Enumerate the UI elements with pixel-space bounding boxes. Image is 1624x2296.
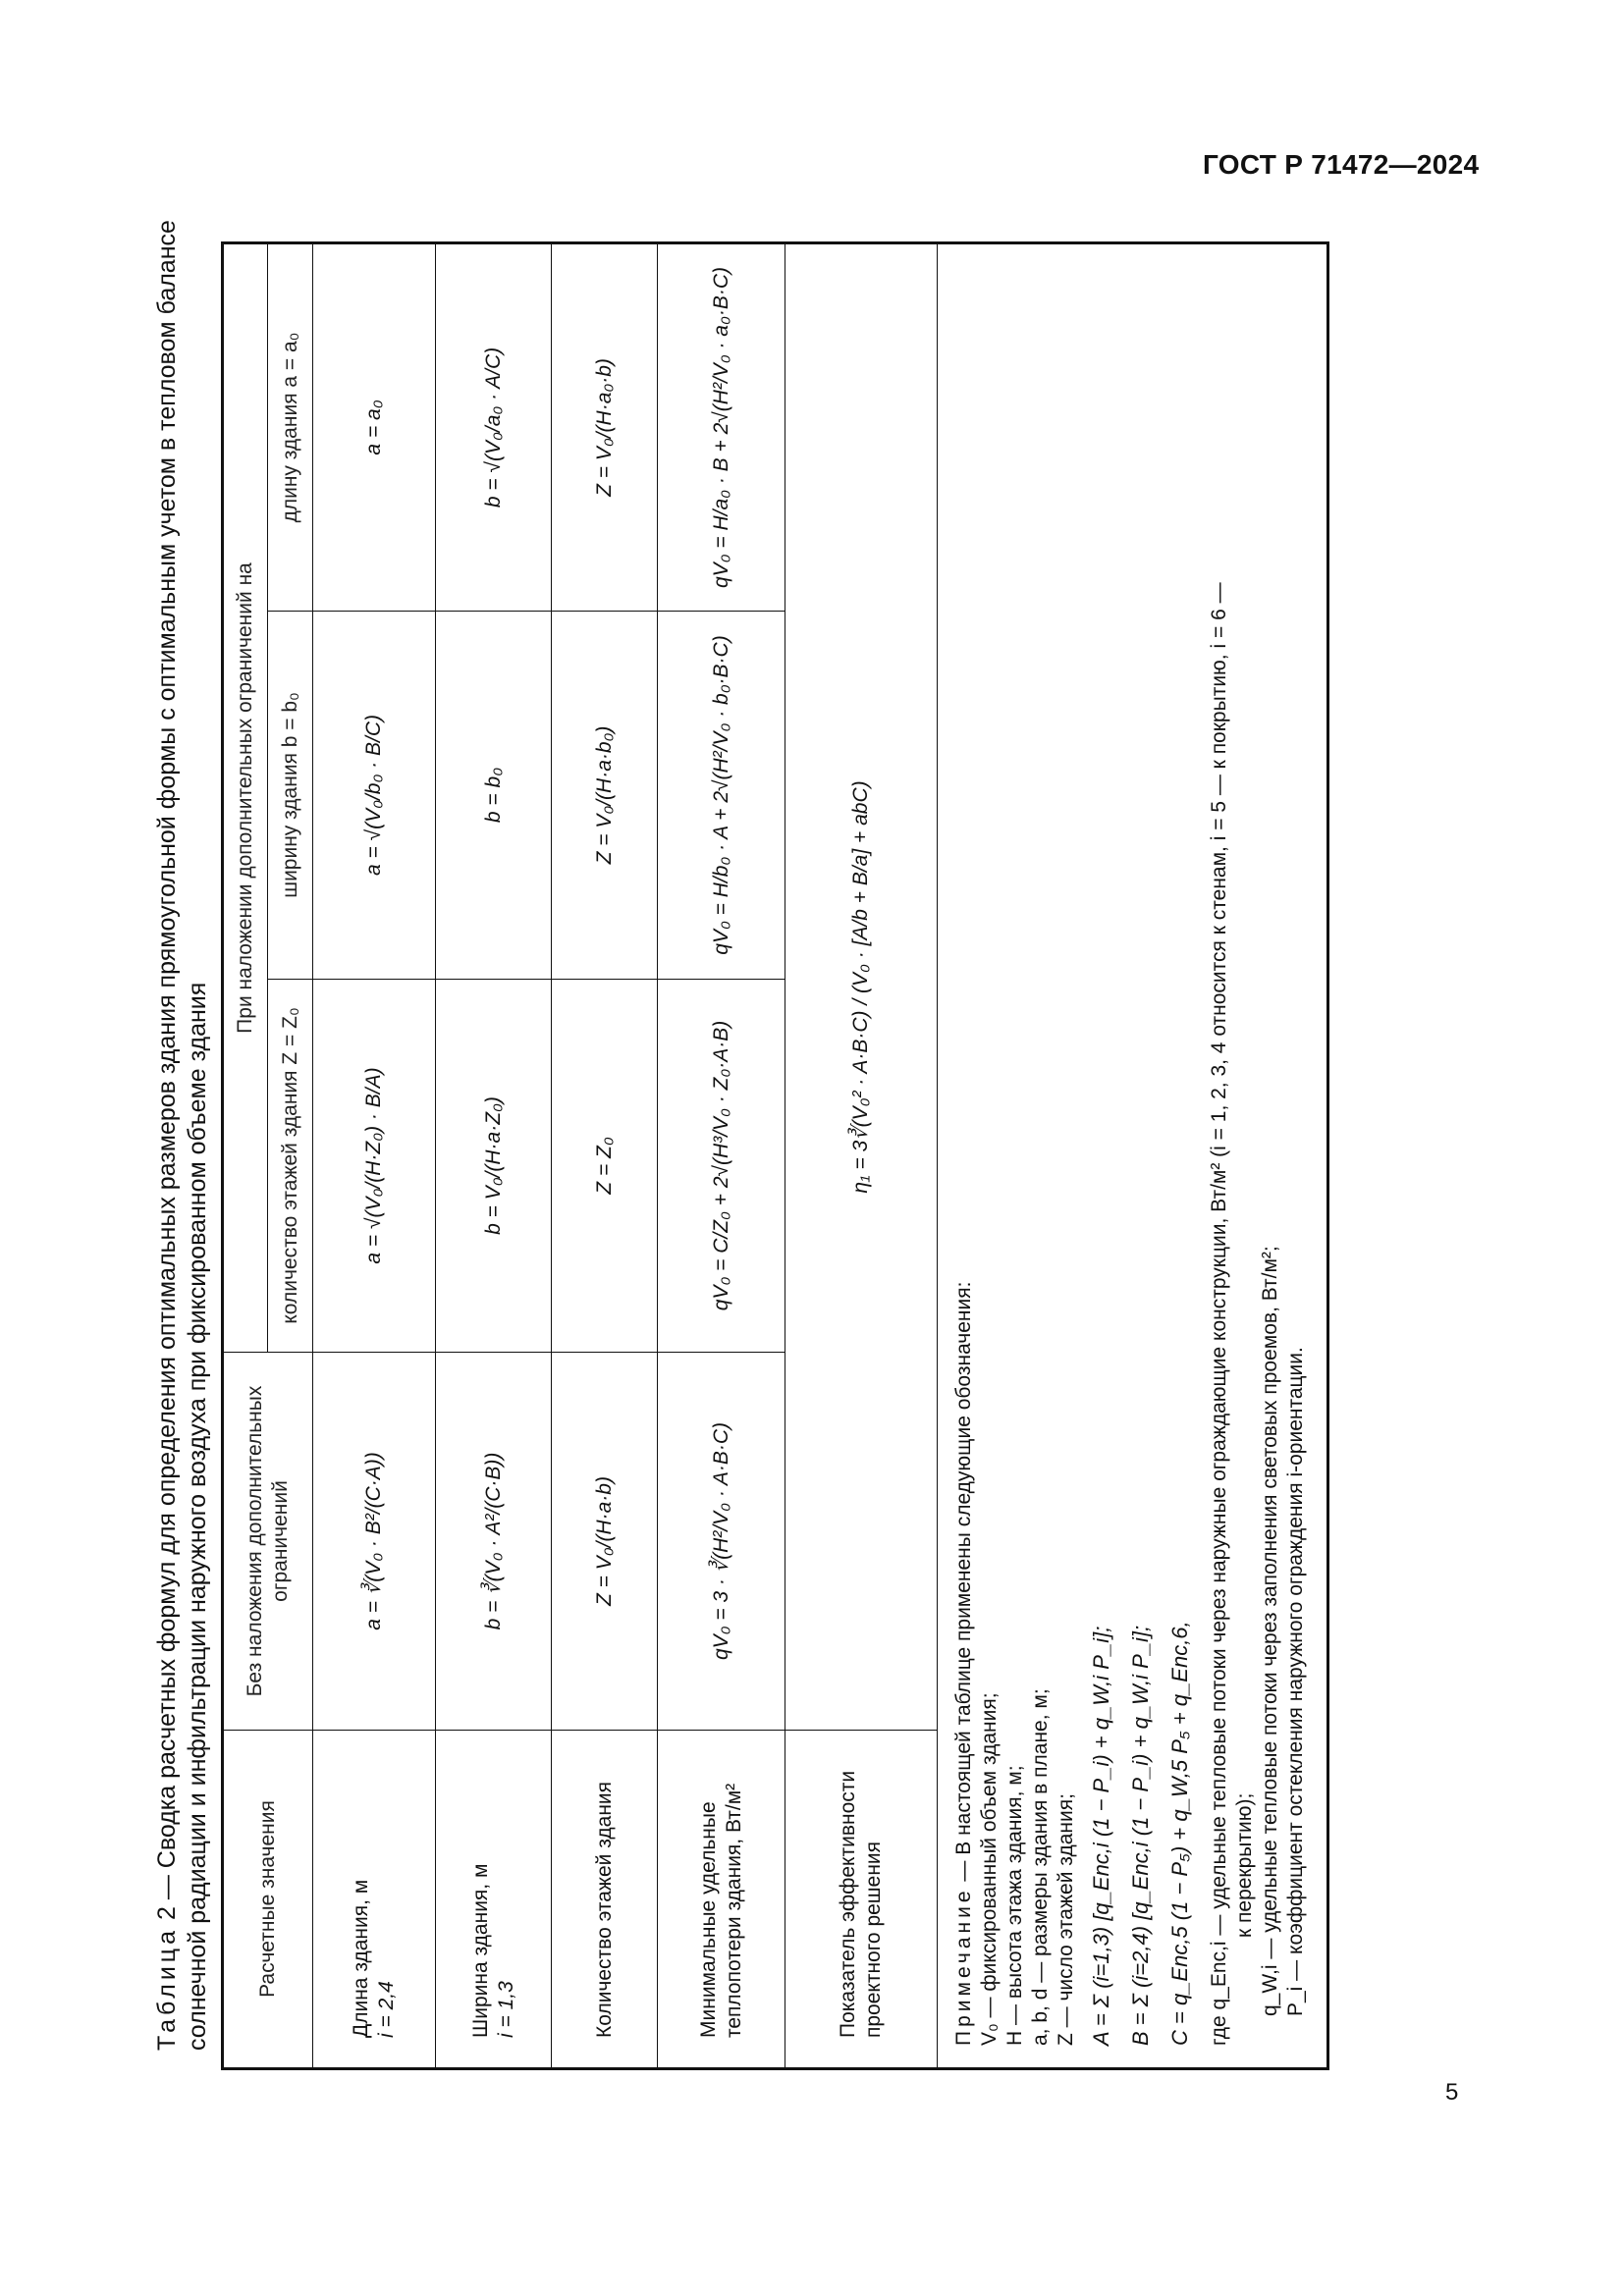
formula-cell: a = √(V₀/(H·Z₀) · B/A) bbox=[313, 980, 436, 1353]
formula-table bbox=[221, 241, 1329, 2070]
formula-cell: b = V₀/(H·a·Z₀) bbox=[436, 980, 552, 1353]
header-width: ширину здания b = b₀ bbox=[268, 612, 313, 980]
table-row bbox=[436, 242, 552, 2068]
formula-cell: b = b₀ bbox=[436, 612, 552, 980]
header-with-constraints: При наложении дополнительных ограничений на bbox=[223, 242, 268, 1352]
notes-where: к перекрытию); bbox=[1233, 1792, 1256, 1938]
formula-cell: a = √(V₀/b₀ · B/C) bbox=[313, 612, 436, 980]
formula-cell: qV₀ = H/b₀ · A + 2√(H²/V₀ · b₀·B·C) bbox=[658, 612, 785, 980]
notes-where: где q_Enc,i — удельные тепловые потоки через наружные ограждающие конструкции, Вт/м² (i = 1, 2, 3, 4 относится к стенам, i = 5 — к покрытию, i = 6 — bbox=[1208, 582, 1230, 2046]
table-row bbox=[658, 242, 785, 2068]
formula-cell: a = a₀ bbox=[313, 242, 436, 611]
table-row bbox=[313, 242, 436, 2068]
notes-line: V₀ — фиксированный объем здания; bbox=[978, 1692, 1001, 2046]
notes-where: q_W,i — удельные тепловые потоки через заполнения световых проемов, Вт/м²; bbox=[1259, 1246, 1281, 2016]
formula-C: C = q_Enc,5 (1 − P₅) + q_W,5 P₅ + q_Enc,6, bbox=[1167, 1621, 1192, 2046]
notes-line: H — высота этажа здания, м; bbox=[1003, 1765, 1026, 2046]
formula-cell: b = √(V₀/a₀ · A/C) bbox=[436, 242, 552, 611]
notes-intro: — В настоящей таблице применены следующие обозначения: bbox=[952, 1281, 975, 1882]
formula-cell: qV₀ = C/Z₀ + 2√(H³/V₀ · Z₀·A·B) bbox=[658, 980, 785, 1353]
header-no-constraints: Без наложения дополнительных ограничений bbox=[223, 1353, 313, 1731]
row-label bbox=[313, 1731, 436, 2069]
caption-label: Таблица bbox=[153, 1926, 181, 2051]
formula-cell: a = ∛(V₀ · B²/(C·A)) bbox=[313, 1353, 436, 1731]
document-code: ГОСТ Р 71472—2024 bbox=[1203, 149, 1480, 180]
caption-text: 2 — Сводка расчетных формул для определения оптимальных размеров здания прямоугольной формы с оптимальным учетом в тепловом балансе солнечной радиации и инфильтрации наружного воздуха при фиксированном объеме здания bbox=[153, 220, 211, 2051]
formula-cell: b = ∛(V₀ · A²/(C·B)) bbox=[436, 1353, 552, 1731]
formula-cell: qV₀ = H/a₀ · B + 2√(H²/V₀ · a₀·B·C) bbox=[658, 242, 785, 611]
row-label-main: Количество этажей здания bbox=[592, 1781, 616, 2038]
row-label-sub: i = 1,3 bbox=[494, 1981, 517, 2038]
formula-cell: Z = Z₀ bbox=[552, 980, 658, 1353]
row-label bbox=[785, 1731, 938, 2069]
formula-cell: Z = V₀/(H·a·b) bbox=[552, 1353, 658, 1731]
page-number: 5 bbox=[1445, 2079, 1459, 2106]
formula-A: A = Σ (i=1,3) [q_Enc,i (1 − P_i) + q_W,i P_i]; bbox=[1089, 1626, 1113, 2046]
notes-line: Z — число этажей здания; bbox=[1055, 1793, 1077, 2046]
row-label bbox=[658, 1731, 785, 2069]
notes-where: P_i — коэффициент остекления наружного ограждения i-ориентации. bbox=[1284, 1347, 1307, 2016]
formula-B: B = Σ (i=2,4) [q_Enc,i (1 − P_i) + q_W,i P_i]; bbox=[1128, 1625, 1153, 2046]
formula-cell: Z = V₀/(H·a·b₀) bbox=[552, 612, 658, 980]
table-row bbox=[785, 242, 938, 2068]
row-label bbox=[552, 1731, 658, 2069]
notes-line: a, b, d — размеры здания в плане, м; bbox=[1029, 1688, 1052, 2046]
row-label-main: Длина здания, м bbox=[350, 1879, 372, 2038]
formula-cell: qV₀ = 3 · ∛(H²/V₀ · A·B·C) bbox=[658, 1353, 785, 1731]
table-caption bbox=[152, 186, 213, 2051]
header-length: длину здания a = a₀ bbox=[268, 242, 313, 611]
row-label-main: Минимальные удельные теплопотери здания, Вт/м² bbox=[696, 1783, 745, 2038]
notes-title: Примечание bbox=[952, 1887, 975, 2046]
row-label-sub: i = 2,4 bbox=[375, 1981, 398, 2038]
header-calc-values: Расчетные значения bbox=[223, 1731, 313, 2069]
header-floors: количество этажей здания Z = Z₀ bbox=[268, 980, 313, 1353]
notes-row bbox=[938, 242, 1328, 2068]
row-label-main: Показатель эффективности проектного решения bbox=[837, 1770, 885, 2038]
efficiency-formula: η₁ = 3∛(V₀² · A·B·C) / (V₀ · [A/b + B/a] + abC) bbox=[785, 242, 938, 1730]
notes-cell bbox=[938, 242, 1328, 2068]
formula-cell: Z = V₀/(H·a₀·b) bbox=[552, 242, 658, 611]
table-row bbox=[552, 242, 658, 2068]
row-label bbox=[436, 1731, 552, 2069]
row-label-main: Ширина здания, м bbox=[468, 1863, 492, 2038]
